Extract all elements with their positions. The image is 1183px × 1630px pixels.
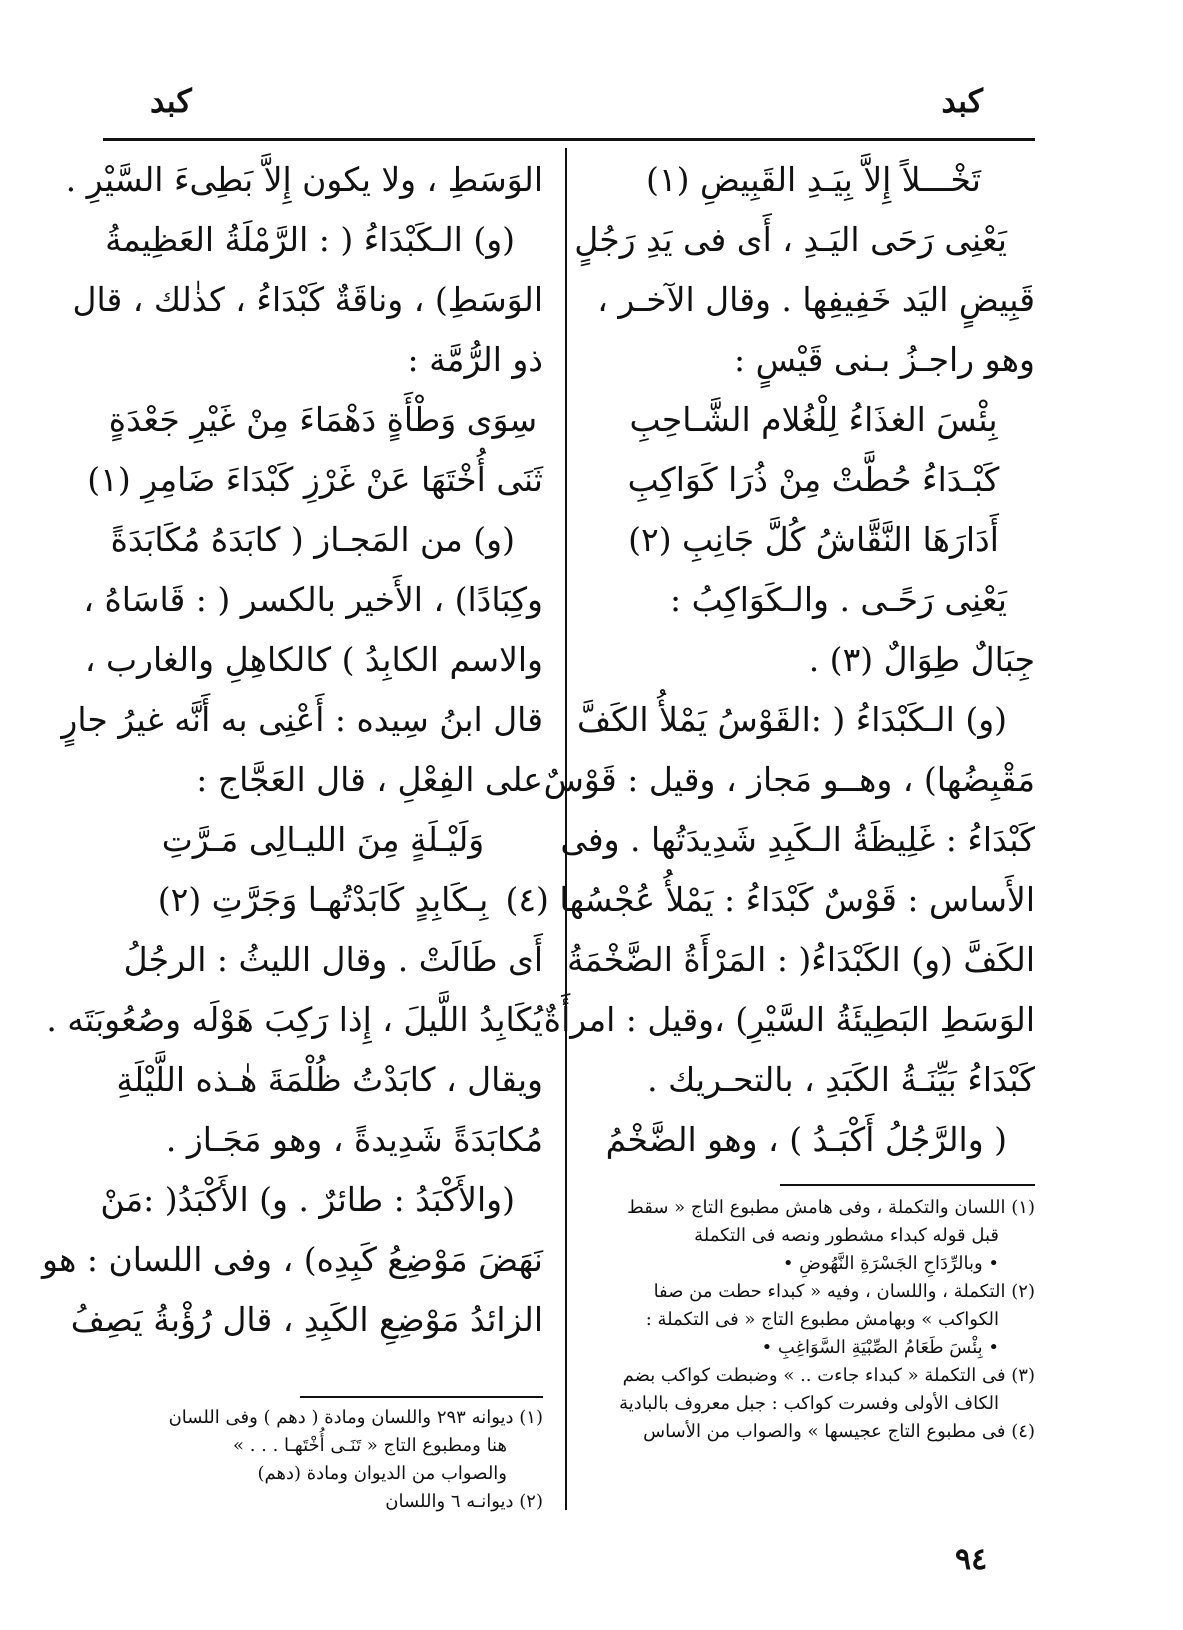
running-header-right: كبد: [941, 82, 983, 120]
footnote-line: • وبالرِّدَاحِ الجَسْرَةِ النَّهُوضِ •: [782, 1253, 999, 1274]
footnote-line: • بِئْسَ طَعَامُ الصِّبْيَةِ السَّوَاغِبِ •: [761, 1337, 999, 1358]
text-line: ويقال ، كابَدْتُ ظُلْمَةَ هٰـذه اللَّيْلَةِ: [116, 1060, 543, 1099]
verse-line: كَبْـدَاءُ حُطَّتْ مِنْ ذُرَا كَوَاكِبِ: [627, 460, 1000, 499]
footnotes-left: [103, 1404, 543, 1516]
footnote-line: الكواكب » وبهامش مطبوع التاج « فى التكملة :: [645, 1309, 999, 1330]
verse-line: بِئْسَ الغذَاءُ لِلْغُلام الشَّـاحِبِ: [629, 400, 998, 439]
text-line: كَبْدَاءُ : غَلِيظَةُ الـكَبِدِ شَدِيدَتُها . وفى: [560, 820, 1035, 859]
text-line: ( والرَّجُلُ أَكْبَـدُ ) ، وهو الضَّخْمُ: [605, 1120, 1007, 1159]
text-line: وهو راجـزُ بـنى قَيْسٍ :: [734, 340, 1035, 379]
verse-line: سِوَى وَطْأَةٍ دَهْمَاءَ مِنْ غَيْرِ جَعْدَةٍ: [108, 400, 538, 439]
page-number: ٩٤: [955, 1542, 988, 1577]
running-header-left: كبد: [150, 82, 192, 120]
text-line: (و) الـكَبْدَاءُ ( : الرَّمْلَةُ العَظِيمةُ: [105, 220, 515, 259]
text-line: الأَساس : قَوْسٌ كَبْدَاءُ : يَمْلأُ عُجْسُها (٤): [505, 880, 1035, 919]
footnote-line: الكاف الأولى وفسرت كواكب : جبل معروف بالبادية: [619, 1393, 999, 1414]
verse-line: بِـكَابِدٍ كَابَدْتُهـا وَجَرَّتِ (٢): [157, 880, 489, 919]
text-line: وكِبَادًا) ، الأَخير بالكسر ( : قَاسَاهُ ،: [83, 580, 543, 619]
text-line: يَعْنِى رَحَى اليَـدِ ، أَى فى يَدِ رَجُلٍ: [574, 220, 1007, 259]
footnote-line: والصواب من الديوان ومادة (دهم): [257, 1463, 507, 1484]
footnote-line: (٣) فى التكملة « كبداء جاءت .. » وضبطت كواكب بضم: [622, 1365, 1035, 1386]
footnotes-right: [588, 1194, 1035, 1446]
text-line: نَهَضَ مَوْضِعُ كَبِدِه) ، وفى اللسان : هو: [41, 1240, 543, 1279]
text-line: الكَفَّ (و) الكَبْدَاءُ( : المَرْأَةُ الضَّخْمَةُ: [566, 940, 1035, 979]
verse-line: وَلَيْـلَةٍ مِنَ الليـالِى مَـرَّتِ: [161, 820, 485, 859]
footnote-line: (٤) فى مطبوع التاج عجيسها » والصواب من الأساس: [643, 1421, 1035, 1442]
footnote-line: هنا ومطبوع التاج « تَنَـى أُخْتَهـا . . . »: [232, 1435, 507, 1456]
text-line: (و) الـكَبْدَاءُ ( :القَوْسُ يَمْلأُ الكَفَّ: [576, 700, 1007, 739]
text-line: الوَسَطِ البَطِيئَةُ السَّيْرِ) ،وقيل : امرأَةٌ: [543, 1000, 1035, 1039]
footnote-line: (١) ديوانه ٢٩٣ واللسان ومادة ( دهم ) وفى اللسان: [168, 1407, 543, 1428]
text-line: يَعْنِى رَحًـى . والـكَوَاكِبُ :: [669, 580, 1007, 619]
text-line: كَبْدَاءُ بَيِّنَـةُ الكَبَدِ ، بالتحـريك .: [647, 1060, 1035, 1099]
text-line: الزائدُ مَوْضِعِ الكَبِدِ ، قال رُؤْبةُ يَصِفُ: [70, 1300, 543, 1339]
text-line: جِبَالٌ طِوَالٌ (٣) .: [808, 640, 1035, 679]
footnote-rule-left: [300, 1396, 543, 1398]
text-line: (و) من المَجـاز ( كابَدَهُ مُكَابَدَةً: [110, 520, 515, 559]
text-line: أَى طَالَتْ . وقال الليثُ : الرجُلُ: [123, 940, 543, 979]
header-rule: [103, 138, 1035, 141]
left-column: [41, 150, 543, 1350]
footnote-line: (١) اللسان والتكملة ، وفى هامش مطبوع التاج « سقط: [627, 1197, 1035, 1218]
text-line: (والأَكْبَدُ : طائرٌ . و) الأَكْبَدُ( :مَنْ: [100, 1180, 515, 1219]
verse-line: أَدَارَهَا النَّقَّاشُ كُلَّ جَانِبِ (٢): [628, 520, 999, 559]
text-line: مَقْبِضُها) ، وهــو مَجاز ، وقيل : قَوْسٌ: [543, 760, 1035, 799]
text-line: قال ابنُ سِيده : أَعْنِى به أَنَّه غيرُ جارٍ: [61, 700, 543, 739]
text-line: ذو الرُّمَّة :: [407, 340, 543, 379]
text-line: الوَسَطِ ، ولا يكون إِلاَّ بَطِىءَ السَّيْرِ .: [65, 160, 543, 199]
text-line: مُكابَدَةً شَدِيدةً ، وهو مَجَـاز .: [165, 1120, 543, 1159]
text-line: يُكَابِدُ اللَّيلَ ، إِذا رَكِبَ هَوْلَه وصُعُوبَتَه .: [46, 1000, 543, 1039]
verse-line: تَخْـــلاً إِلاَّ بِيَـدِ القَبِيضِ (١): [645, 160, 981, 199]
right-column: [505, 150, 1035, 1170]
footnote-rule-right: [780, 1184, 1035, 1186]
text-line: والاسم الكابِدُ ) كالكاهِلِ والغارب ،: [84, 640, 543, 679]
text-line: على الفِعْلِ ، قال العَجَّاج :: [196, 760, 543, 799]
text-line: قَبِيضٍ اليَد خَفِيفِها . وقال الآخـر ،: [597, 280, 1035, 319]
text-line: الوَسَطِ) ، وناقَةٌ كَبْدَاءُ ، كذٰلك ، قال: [72, 280, 543, 319]
footnote-line: قبل قوله كبداء مشطور ونصه فى التكملة: [694, 1225, 999, 1246]
footnote-line: (٢) ديوانـه ٦ واللسان: [385, 1491, 543, 1512]
verse-line: ثَنَى أُخْتَهَا عَنْ غَرْزِ كَبْدَاءَ ضَامِرِ (١): [87, 460, 543, 499]
footnote-line: (٢) التكملة ، واللسان ، وفيه « كبداء حطت من صفا: [653, 1281, 1035, 1302]
